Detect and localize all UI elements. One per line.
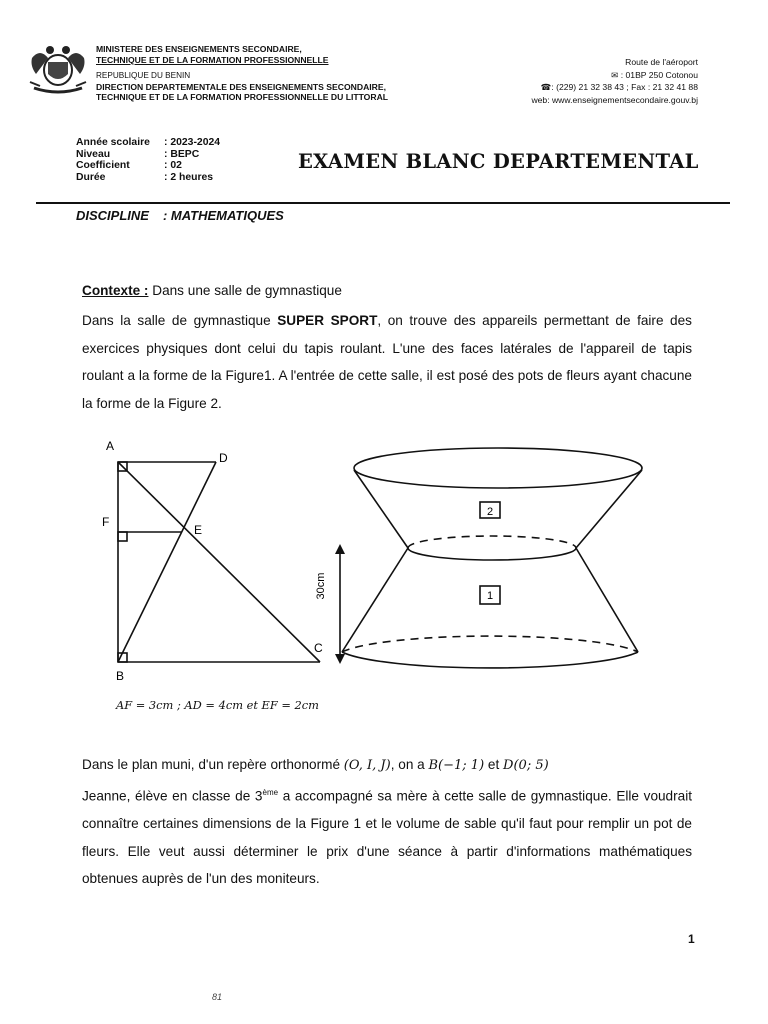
- info-value: : BEPC: [164, 148, 200, 160]
- discipline-line: [76, 208, 284, 223]
- phone-text: (229) 21 32 38 43 ; Fax : 21 32 41 88: [556, 82, 698, 92]
- part-2-label: 2: [486, 506, 494, 518]
- address-text: Route de l'aéroport: [625, 57, 698, 67]
- context-label: Contexte :: [82, 283, 149, 298]
- paragraph-text: Dans la salle de gymnastique: [82, 313, 278, 328]
- paragraph-text: , on trouve des appareils permettant de faire des exercices physiques dont celui du tapis roulant. L'une des faces latérales de l'appareil de tapis roulant a la forme de la Figure1. A l'entrée de cette salle, il est posé des pots de fleurs ayant chacune la forme de la Figure 2.: [82, 313, 692, 411]
- info-value: : 02: [164, 160, 182, 172]
- point-d: D(0; 5): [503, 758, 549, 773]
- label-b: B: [116, 669, 125, 683]
- context-heading: [82, 283, 342, 298]
- contact-block: Route de l'aéroport ✉ : 01BP 250 Cotonou ☎: (229) 21 32 38 43 ; Fax : 21 32 41 88 web: www.enseignementsecondaire.gouv.bj: [438, 56, 698, 106]
- repere-paragraph: [82, 751, 692, 780]
- upper-left-edge: [354, 470, 408, 548]
- lower-left-edge: [342, 548, 408, 652]
- lower-right-edge: [576, 548, 638, 652]
- coat-of-arms-icon: [26, 44, 90, 96]
- context-title: Dans une salle de gymnastique: [148, 283, 342, 298]
- ministry-line2: TECHNIQUE ET DE LA FORMATION PROFESSIONNELLE: [96, 54, 329, 65]
- context-paragraph: [82, 307, 692, 417]
- direction-line1: DIRECTION DEPARTEMENTALE DES ENSEIGNEMENTS SECONDAIRE,: [96, 81, 386, 92]
- discipline-value: : MATHEMATIQUES: [162, 208, 284, 223]
- info-key: Niveau: [76, 148, 111, 160]
- info-value: : 2023-2024: [164, 137, 221, 148]
- paragraph-text: a accompagné sa mère à cette salle de gymnastique. Elle voudrait connaître certaines dimensions de la Figure 1 et le volume de sable qu'il faut pour remplir un pot de fleurs. Elle veut aussi déterminer le prix d'une séance à partir d'informations mathématiques obtenues auprès de l'un des moniteurs.: [82, 788, 693, 887]
- superscript: ème: [262, 788, 279, 797]
- stray-mark: 81: [212, 992, 223, 1002]
- figure-1: [96, 438, 336, 688]
- ministry-line1: MINISTERE DES ENSEIGNEMENTS SECONDAIRE,: [96, 44, 302, 54]
- paragraph-text: Jeanne, élève en classe de 3: [82, 788, 263, 804]
- upper-right-edge: [576, 470, 642, 548]
- arrow-down-head: [335, 654, 345, 664]
- ministry-header: [96, 44, 456, 103]
- bottom-ellipse-back: [342, 636, 638, 652]
- bottom-ellipse-front: [342, 652, 638, 668]
- postal-text: 01BP 250 Cotonou: [625, 69, 698, 80]
- republic-label: REPUBLIQUE DU BENIN: [96, 71, 191, 80]
- part-1-label: 1: [486, 590, 494, 602]
- direction-line2: TECHNIQUE ET DE LA FORMATION PROFESSIONNELLE DU LITTORAL: [96, 92, 389, 102]
- exam-title: EXAMEN BLANC DEPARTEMENTAL: [298, 150, 699, 173]
- label-e: E: [194, 523, 203, 537]
- label-d: D: [219, 451, 228, 465]
- right-angle-f: [118, 532, 127, 541]
- discipline-label: DISCIPLINE: [76, 208, 149, 223]
- height-label: 30cm: [315, 572, 327, 600]
- header-divider: [36, 202, 730, 204]
- top-ellipse: [354, 448, 642, 488]
- exam-info: [76, 137, 220, 183]
- middle-ellipse-back: [408, 536, 576, 548]
- label-a: A: [106, 439, 115, 453]
- segment-db: [118, 462, 216, 662]
- paragraph-text: et: [484, 757, 504, 772]
- label-f: F: [102, 515, 110, 529]
- info-key: Durée: [76, 171, 106, 183]
- segment-ac: [118, 462, 320, 662]
- paragraph-text: Dans le plan muni, d'un repère orthonormé: [82, 757, 344, 772]
- middle-ellipse-front: [408, 548, 576, 560]
- point-b: B(−1; 1): [428, 758, 485, 773]
- info-key: Année scolaire: [76, 137, 150, 148]
- info-value: : 2 heures: [164, 171, 214, 183]
- arrow-up-head: [335, 544, 345, 554]
- mailbox-icon: ✉: [611, 69, 619, 80]
- jeanne-paragraph: [82, 779, 692, 893]
- phone-icon: ☎: [540, 82, 552, 92]
- figure-2: [315, 440, 658, 680]
- coordinate-system: (O, I, J): [343, 758, 391, 773]
- page-number: 1: [688, 932, 695, 946]
- figure1-caption: AF = 3cm ; AD = 4cm et EF = 2cm: [116, 698, 319, 712]
- label-c: C: [314, 641, 323, 655]
- paragraph-text: , on a: [390, 757, 429, 772]
- web-text: web: www.enseignementsecondaire.gouv.bj: [531, 94, 698, 105]
- gym-name: SUPER SPORT: [277, 313, 378, 328]
- info-key: Coefficient: [76, 160, 130, 172]
